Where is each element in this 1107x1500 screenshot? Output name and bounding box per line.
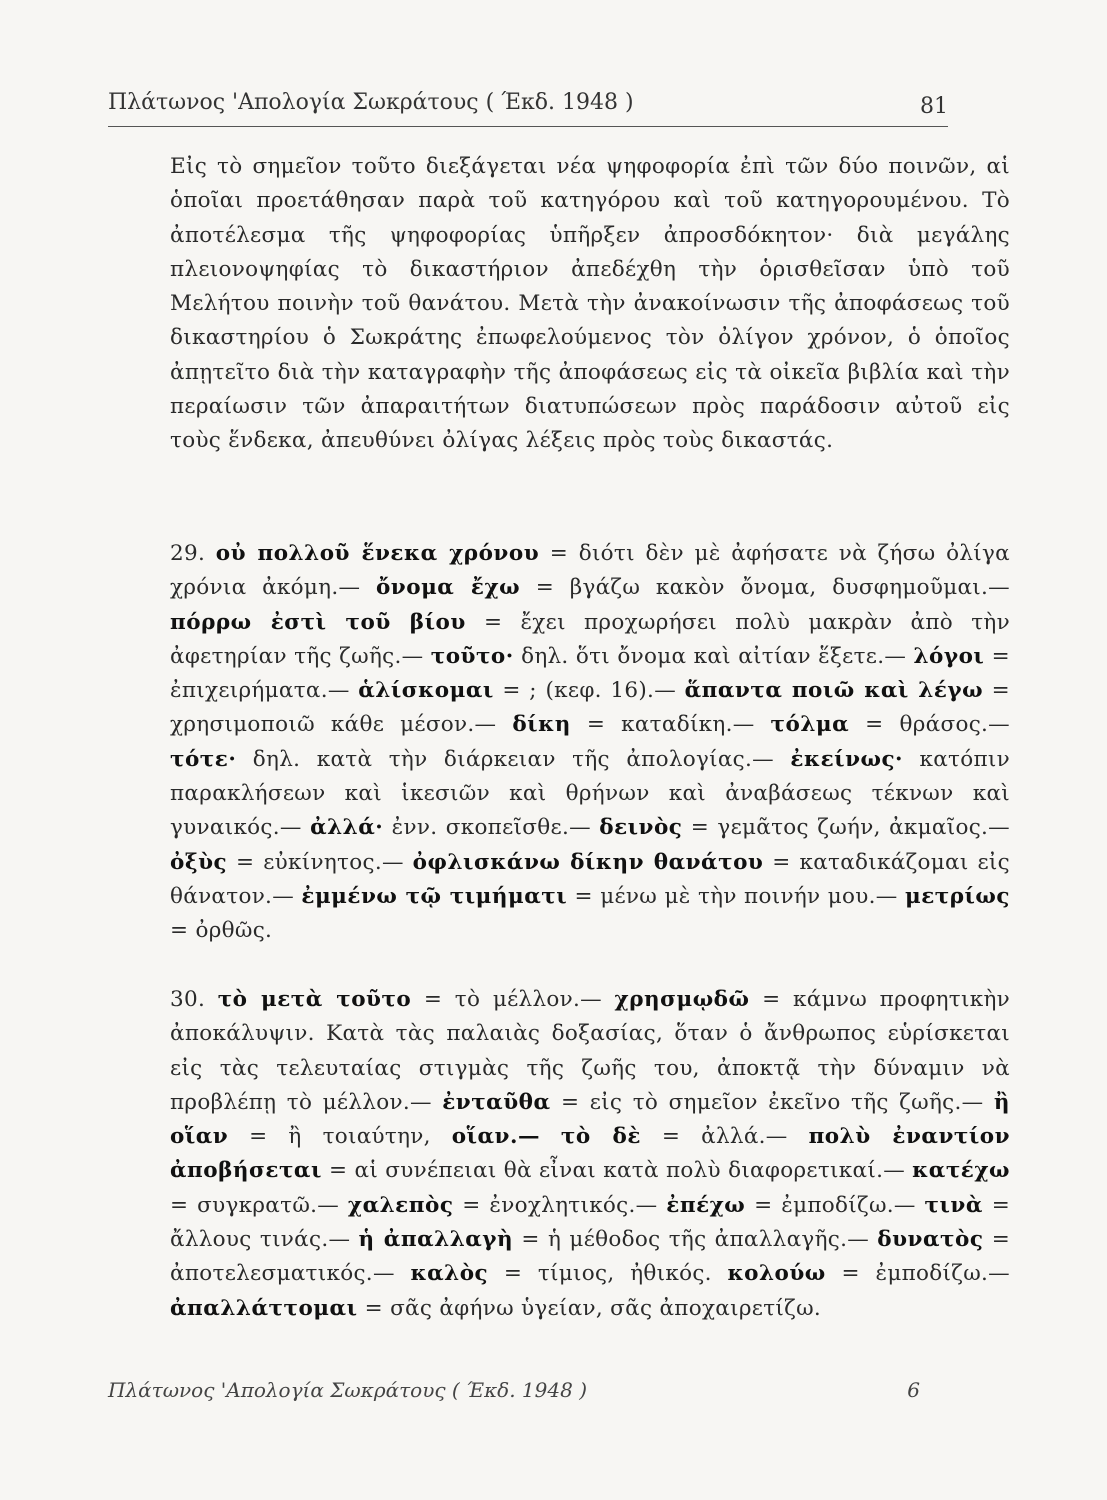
gloss-term: τόλμα <box>770 712 850 738</box>
gloss-text: = καταδίκη.— <box>586 712 755 738</box>
gloss-term: χρησμῳδῶ <box>614 987 750 1012</box>
gloss-term: ἐκείνως· <box>790 746 904 772</box>
gloss-text: = σᾶς ἀφήνω ὑγείαν, σᾶς ἀποχαιρετίζω. <box>364 1295 822 1321</box>
section-29-number: 29. <box>170 541 206 566</box>
gloss-term: πολὺ ἐναντίον ἀποβήσεται <box>170 1124 1011 1184</box>
gloss-text: = εὐκίνητος.— <box>236 849 404 875</box>
gloss-text: = ὀρθῶς. <box>170 918 273 944</box>
gloss-text: = ἡ μέθοδος τῆς ἀπαλλαγῆς.— <box>521 1227 870 1253</box>
gloss-text: = ἐμποδίζω.— <box>754 1192 916 1218</box>
gloss-term: ὀφλισκάνω δίκην θανάτου <box>412 849 764 875</box>
gloss-term: ἁλίσκομαι <box>358 678 494 704</box>
gloss-term: ὀξὺς <box>170 849 228 875</box>
gloss-term: δεινὸς <box>599 815 683 841</box>
gloss-text: κατόπιν παρακλήσεων καὶ ἱκεσιῶν καὶ θρήνων καὶ ἀναβάσεως τέκνων καὶ γυναικός.— <box>170 746 1011 841</box>
gloss-text: = διότι δὲν μὲ ἀφήσατε νὰ ζήσω ὀλίγα χρόνια ἀκόμη.— <box>170 541 1010 601</box>
gloss-term: ἐμμένω τῷ τιμήματι <box>301 883 568 909</box>
section-29 <box>108 537 1010 949</box>
gloss-term: ἅπαντα ποιῶ καὶ λέγω <box>684 678 984 704</box>
header-title: Πλάτωνος 'Απολογία Σωκράτους ( Έκδ. 1948 ) <box>108 90 634 115</box>
footer-signature-line <box>108 1378 920 1408</box>
gloss-text: ἐνν. σκοπεῖσθε.— <box>391 815 591 841</box>
gloss-text: = αἱ συνέπειαι θὰ εἶναι κατὰ πολὺ διαφορετικαί.— <box>329 1158 905 1184</box>
gloss-text: = ἐμποδίζω.— <box>841 1261 1010 1287</box>
gloss-text: = ἄλλους τινάς.— <box>170 1192 1011 1253</box>
gloss-term: χαλεπὸς <box>347 1192 454 1218</box>
gloss-term: τότε· <box>170 746 237 772</box>
gloss-term: ἐνταῦθα <box>442 1089 551 1115</box>
gloss-text: = ἀλλά.— <box>661 1124 788 1150</box>
gloss-text: = χρησιμοποιῶ κάθε μέσον.— <box>170 678 1010 738</box>
gloss-text: = καταδικάζομαι εἰς θάνατον.— <box>170 849 1010 909</box>
footer-title: Πλάτωνος 'Απολογία Σωκράτους ( Έκδ. 1948 ) <box>108 1378 587 1402</box>
gloss-term: κατέχω <box>912 1158 1010 1184</box>
gloss-text: δηλ. κατὰ τὴν διάρκειαν τῆς ἀπολογίας.— <box>252 746 774 772</box>
gloss-text: δηλ. ὅτι ὄνομα καὶ αἰτίαν ἕξετε.— <box>521 643 907 669</box>
sheet-signature: 6 <box>907 1378 920 1402</box>
gloss-term: τοῦτο· <box>430 643 514 669</box>
gloss-term: μετρίως <box>904 883 1010 909</box>
gloss-term: ἀπαλλάττομαι <box>170 1295 358 1321</box>
gloss-term: τὸ μετὰ τοῦτο <box>217 987 412 1012</box>
gloss-text: = ἀποτελεσματικός.— <box>170 1227 1011 1287</box>
gloss-term: ἐπέχω <box>666 1192 746 1218</box>
section-30-number: 30. <box>170 987 206 1012</box>
gloss-term: κολούω <box>727 1261 826 1287</box>
gloss-term: τινὰ <box>924 1192 983 1218</box>
gloss-term: τὸ δὲ <box>560 1124 641 1150</box>
gloss-text: = ἐνοχλητικός.— <box>462 1192 658 1218</box>
gloss-term: λόγοι <box>913 643 985 669</box>
gloss-term: ἢ οἵαν <box>170 1089 1011 1150</box>
gloss-text: = ἢ τοιαύτην, <box>249 1124 431 1150</box>
page-number: 81 <box>920 94 948 119</box>
gloss-text: = βγάζω κακὸν ὄνομα, δυσφημοῦμαι.— <box>535 575 1010 601</box>
gloss-text: = τίμιος, ἠθικός. <box>503 1261 712 1287</box>
section-30 <box>108 983 1010 1326</box>
header-rule <box>108 126 948 127</box>
gloss-term: καλὸς <box>410 1261 489 1287</box>
gloss-text: = ; (κεφ. 16).— <box>502 678 676 704</box>
gloss-text: = συγκρατῶ.— <box>170 1192 340 1218</box>
intro-paragraph: Εἰς τὸ σημεῖον τοῦτο διεξάγεται νέα ψηφοφορία ἐπὶ τῶν δύο ποινῶν, αἱ ὁποῖαι προετάθησαν παρὰ τοῦ κατηγόρου καὶ τοῦ κατηγορουμένου. Τὸ ἀποτέλεσμα τῆς ψηφοφορίας ὑπῆρξεν ἀπροσδόκητον· διὰ μεγάλης πλειονοψηφίας τὸ δικαστήριον ἀπεδέχθη τὴν ὁρισθεῖσαν ὑπὸ τοῦ Μελήτου ποινὴν τοῦ θανάτου. Μετὰ τὴν ἀνακοίνωσιν τῆς ἀποφάσεως τοῦ δικαστηρίου ὁ Σωκράτης ἐπωφελούμενος τὸν ὀλίγον χρόνον, ὁ ὁποῖος ἀπῃτεῖτο διὰ τὴν καταγραφὴν τῆς ἀποφάσεως εἰς τὰ οἰκεῖα βιβλία καὶ τὴν περαίωσιν τῶν ἀπαραιτήτων διατυπώσεων πρὸς παράδοσιν αὐτοῦ εἰς τοὺς ἕνδεκα, ἀπευθύνει ὀλίγας λέξεις πρὸς τοὺς δικαστάς. <box>170 154 1010 454</box>
gloss-text: = γεμᾶτος ζωήν, ἀκμαῖος.— <box>690 815 1010 841</box>
gloss-text: = ἐπιχειρήματα.— <box>170 643 1010 704</box>
gloss-term: δίκη <box>512 712 571 738</box>
gloss-text: = εἰς τὸ σημεῖον ἐκεῖνο τῆς ζωῆς.— <box>560 1089 984 1115</box>
gloss-text: = κάμνω προφητικὴν ἀποκάλυψιν. Κατὰ τὰς παλαιὰς δοξασίας, ὅταν ὁ ἄνθρωπος εὑρίσκεται εἰς τὰς τελευταίας στιγμὰς τῆς ζωῆς του, ἀποκτᾷ τὴν δύναμιν νὰ προβλέπῃ τὸ μέλλον.— <box>170 987 1011 1115</box>
gloss-term: ἡ ἀπαλλαγὴ <box>358 1227 514 1253</box>
gloss-term: οὐ πολλοῦ ἕνεκα χρόνου <box>215 541 540 566</box>
gloss-text: = θράσος.— <box>865 712 1010 738</box>
gloss-term: οἵαν.— <box>451 1124 540 1150</box>
gloss-term: ὄνομα ἔχω <box>375 575 521 601</box>
gloss-text: = μένω μὲ τὴν ποινήν μου.— <box>574 883 898 909</box>
gloss-term: πόρρω ἐστὶ τοῦ βίου <box>170 609 466 635</box>
section-29-notes <box>170 541 1010 943</box>
gloss-text: = τὸ μέλλον.— <box>423 987 602 1012</box>
gloss-term: ἀλλά· <box>310 815 384 841</box>
gloss-text: = ἔχει προχωρήσει πολὺ μακρὰν ἀπὸ τὴν ἀφετηρίαν τῆς ζωῆς.— <box>170 609 1010 669</box>
gloss-term: δυνατὸς <box>877 1227 984 1253</box>
running-header <box>108 86 948 122</box>
section-30-notes <box>170 987 1010 1321</box>
